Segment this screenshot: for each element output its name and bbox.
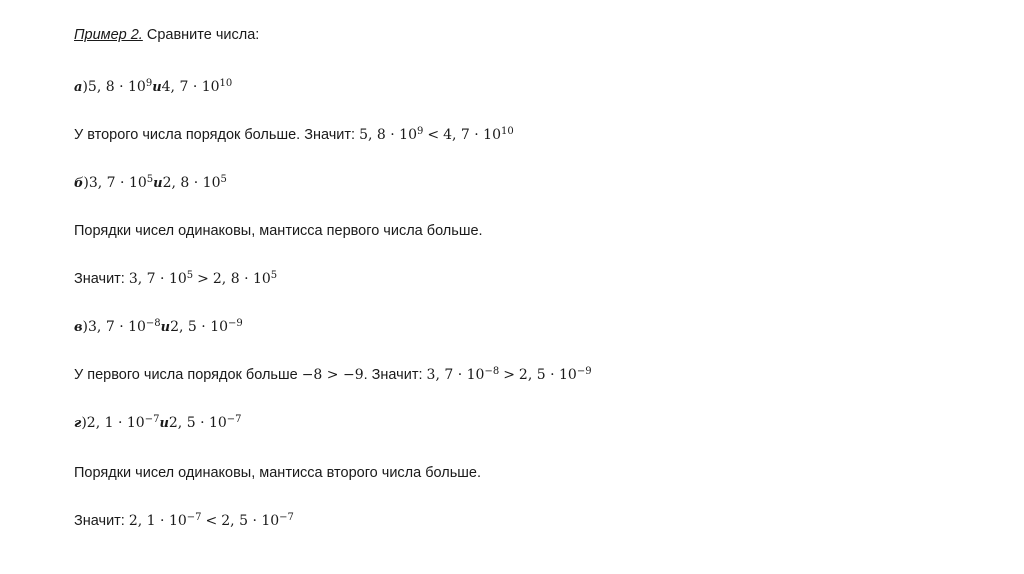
- explanation-suffix: . Значит:: [363, 367, 427, 383]
- item-g-pair: [74, 412, 242, 434]
- conjunction: и: [160, 320, 171, 335]
- explanation-text: У второго числа порядок больше. Значит:: [74, 127, 360, 143]
- number-b1: 3, $7 \cdot 10^5$: [88, 174, 154, 191]
- number-b2: 2, $8 \cdot 10^5$: [162, 174, 227, 191]
- item-b-explanation: [74, 220, 483, 242]
- example-task: Сравните числа:: [142, 27, 260, 43]
- example-label: Пример 2.: [74, 27, 143, 43]
- explanation-text: У первого числа порядок больше: [74, 367, 302, 383]
- exponent-compare: −8 > −9: [301, 367, 364, 383]
- conjunction: и: [159, 416, 169, 431]
- paren: ): [81, 415, 87, 431]
- item-g-explanation: [74, 462, 481, 484]
- result-g: 2, $1 \cdot 10^{-7} < 2$, $5 \cdot 10^{-7}$: [128, 512, 294, 529]
- item-g-conclusion: [74, 510, 294, 532]
- result-v: 3, $7 \cdot 10^{-8} > 2$, $5 \cdot 10^{-9}$: [426, 366, 592, 383]
- item-b-pair: [74, 172, 227, 194]
- explanation-text: Порядки чисел одинаковы, мантисса первого числа больше.: [74, 223, 483, 239]
- result-b: 3, $7 \cdot 10^5 > 2$, $8 \cdot 10^5$: [128, 270, 278, 287]
- conjunction: и: [152, 80, 162, 95]
- result-a: 5, $8 \cdot 10^9 < 4$, $7 \cdot 10^{10}$: [359, 126, 514, 143]
- number-g2: 2, $5 \cdot 10^{-7}$: [168, 414, 242, 431]
- number-a2: 4, $7 \cdot 10^{10}$: [161, 78, 233, 95]
- item-a-explanation: [74, 124, 514, 146]
- item-b-marker: б: [74, 176, 84, 191]
- paren: ): [82, 79, 88, 95]
- item-v-marker: в: [74, 320, 83, 335]
- item-v-explanation: [74, 364, 592, 386]
- conjunction: и: [153, 176, 163, 191]
- item-v-pair: [74, 316, 243, 338]
- number-v2: 2, $5 \cdot 10^{-9}$: [170, 318, 243, 335]
- explanation-text: Порядки чисел одинаковы, мантисса второго числа больше.: [74, 465, 482, 481]
- item-b-conclusion: [74, 268, 277, 290]
- number-v1: 3, $7 \cdot 10^{-8}$: [88, 318, 161, 335]
- number-a1: 5, $8 \cdot 10^9$: [87, 78, 153, 95]
- number-g1: 2, $1 \cdot 10^{-7}$: [86, 414, 160, 431]
- example-heading: [74, 24, 259, 46]
- item-a-pair: [74, 76, 232, 98]
- conclusion-prefix: Значит:: [74, 513, 129, 529]
- item-g-marker: г: [74, 416, 82, 431]
- item-a-marker: а: [74, 80, 83, 95]
- paren: ): [83, 175, 89, 191]
- conclusion-prefix: Значит:: [74, 271, 129, 287]
- paren: ): [82, 319, 89, 335]
